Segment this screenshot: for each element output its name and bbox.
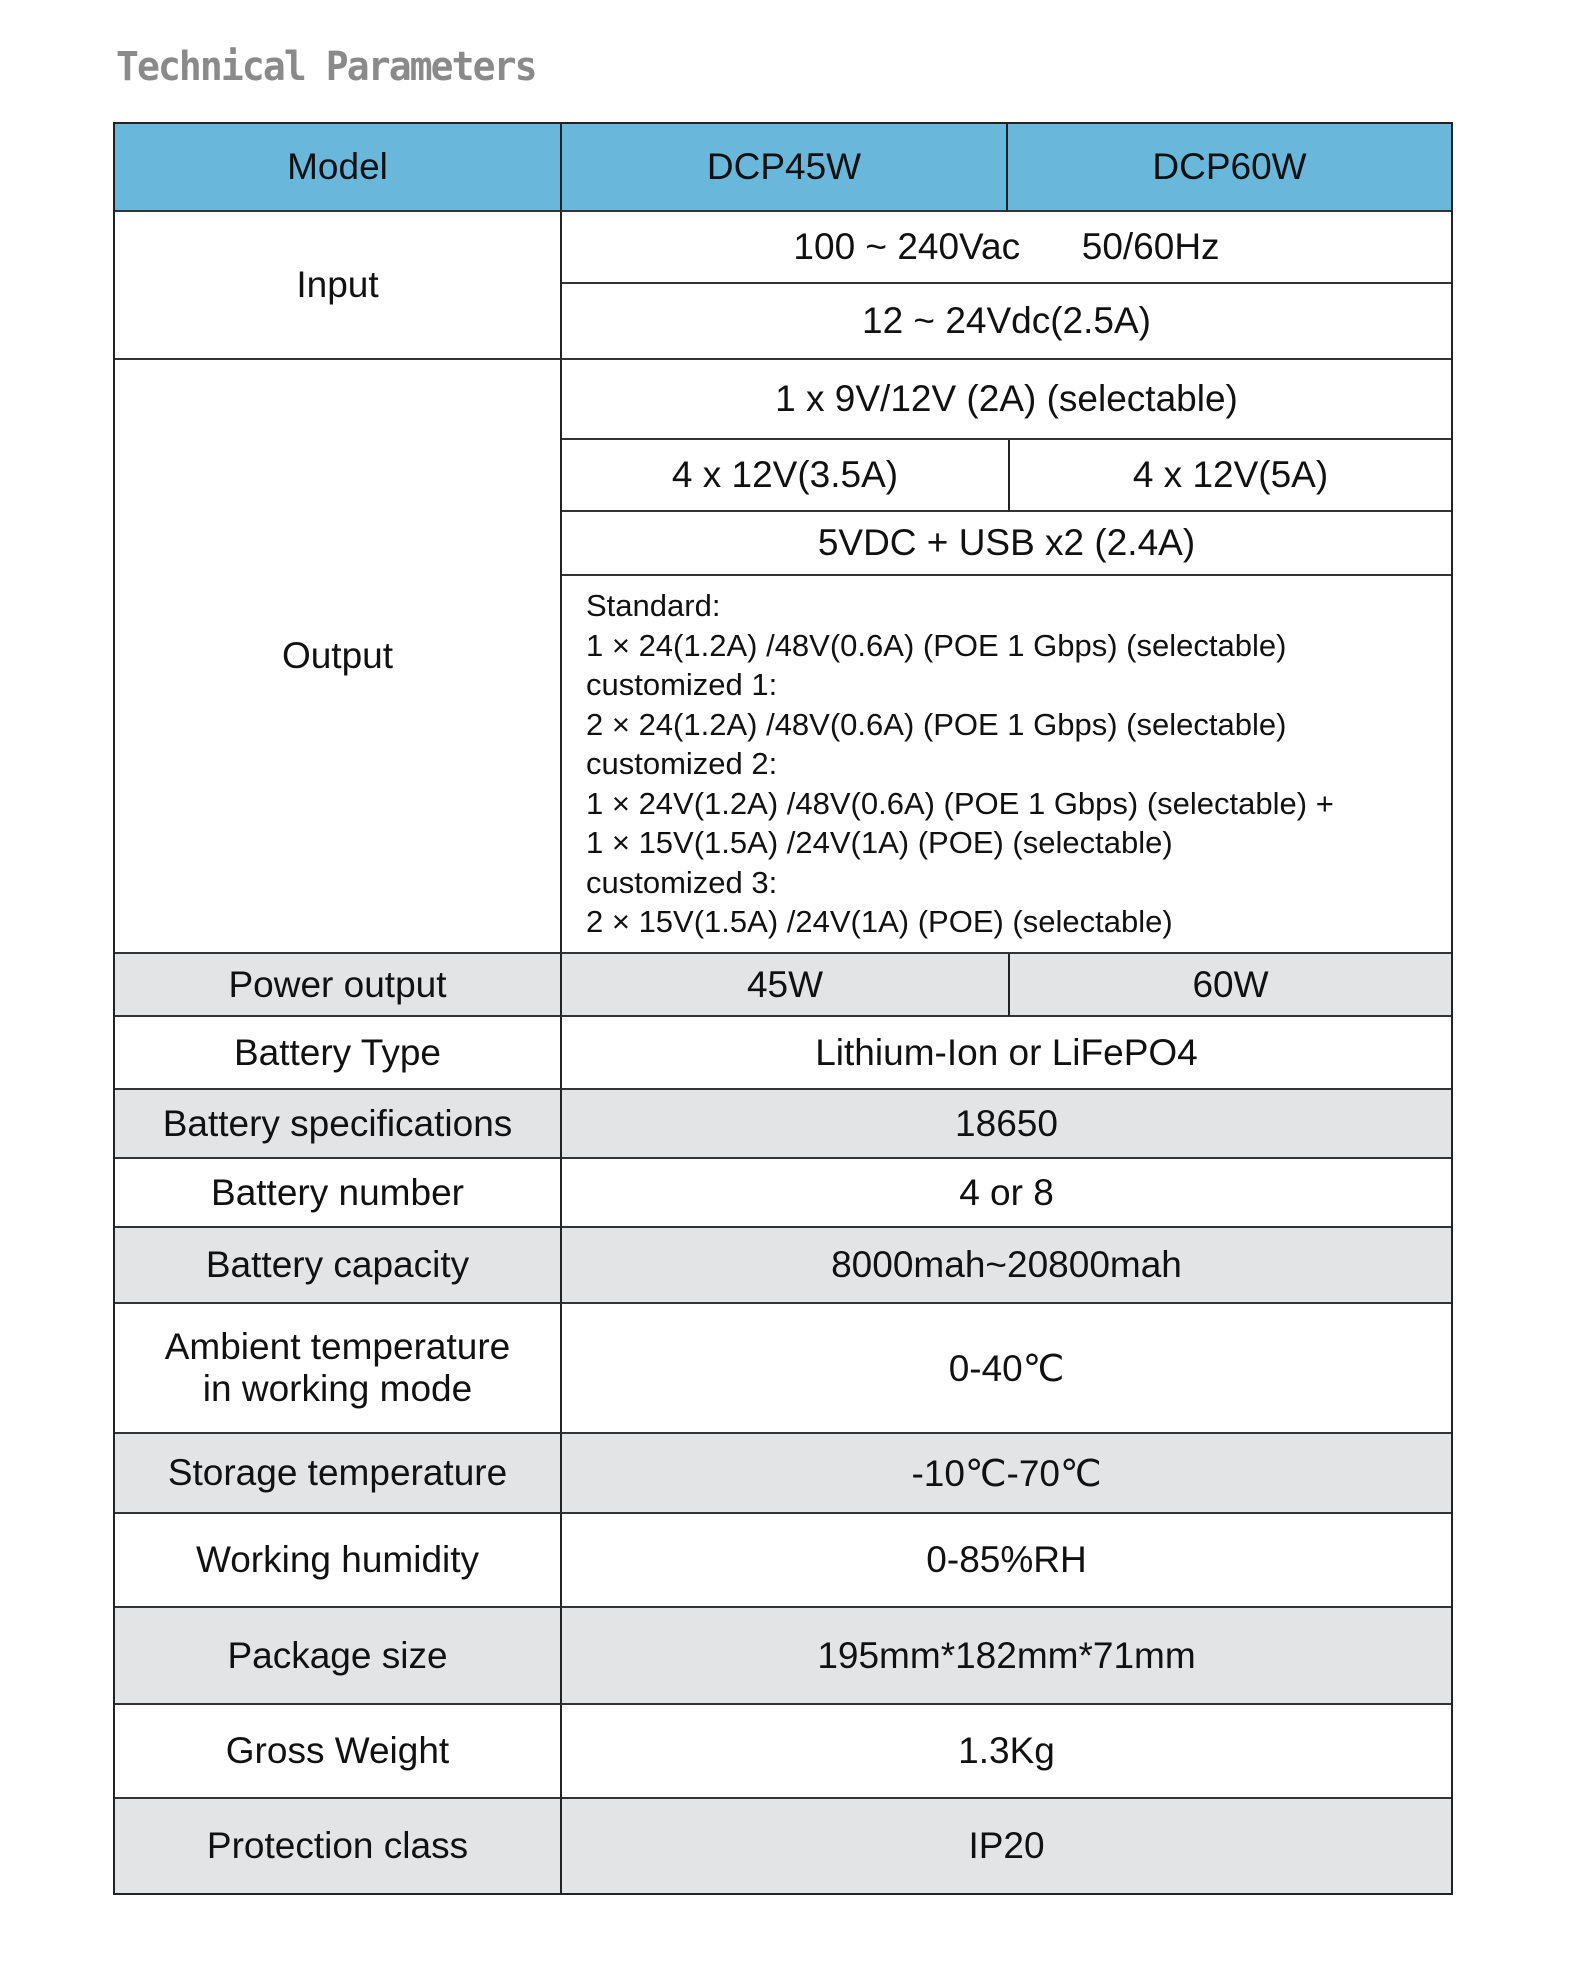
poe-line: customized 1:: [586, 667, 778, 702]
row-label-input: Input: [115, 212, 562, 360]
output-poe-options: [562, 576, 1451, 954]
row-label-battery-number: Battery number: [115, 1159, 562, 1228]
row-label-output: Output: [115, 360, 562, 954]
row-label-battery-specifications: Battery specifications: [115, 1090, 562, 1159]
poe-line: Standard:: [586, 588, 721, 623]
battery-type-value: Lithium-Ion or LiFePO4: [562, 1017, 1451, 1090]
poe-line: 2 × 15V(1.5A) /24V(1A) (POE) (selectable): [586, 904, 1173, 939]
poe-line: 1 × 15V(1.5A) /24V(1A) (POE) (selectable): [586, 825, 1173, 860]
poe-line: 1 × 24V(1.2A) /48V(0.6A) (POE 1 Gbps) (selectable) +: [586, 785, 1334, 821]
package-size-value: 195mm*182mm*71mm: [562, 1608, 1451, 1705]
header-model-label: Model: [115, 124, 562, 212]
page-title: Technical Parameters: [116, 44, 536, 90]
poe-line: 2 × 24(1.2A) /48V(0.6A) (POE 1 Gbps) (selectable): [586, 706, 1287, 742]
output-dc-60w: 4 x 12V(5A): [1010, 440, 1451, 512]
row-label-battery-capacity: Battery capacity: [115, 1228, 562, 1304]
poe-line: 1 × 24(1.2A) /48V(0.6A) (POE 1 Gbps) (selectable): [586, 627, 1287, 663]
battery-specifications-value: 18650: [562, 1090, 1451, 1159]
gross-weight-value: 1.3Kg: [562, 1705, 1451, 1799]
power-output-45w: 45W: [562, 954, 1010, 1017]
input-ac: 100 ~ 240Vac 50/60Hz: [562, 212, 1451, 284]
row-label-working-humidity: Working humidity: [115, 1514, 562, 1608]
row-label-ambient-temperature: [115, 1304, 562, 1434]
output-dc-selectable: 1 x 9V/12V (2A) (selectable): [562, 360, 1451, 440]
poe-line: customized 3:: [586, 864, 778, 900]
technical-parameters-table: [113, 122, 1453, 1895]
row-label-power-output: Power output: [115, 954, 562, 1017]
row-label-storage-temperature: Storage temperature: [115, 1434, 562, 1514]
battery-number-value: 4 or 8: [562, 1159, 1451, 1228]
row-label-battery-type: Battery Type: [115, 1017, 562, 1090]
output-usb: 5VDC + USB x2 (2.4A): [562, 512, 1451, 576]
storage-temperature-value: -10℃-70℃: [562, 1434, 1451, 1514]
header-model-dcp60w: DCP60W: [1008, 124, 1451, 212]
row-label-protection-class: Protection class: [115, 1799, 562, 1893]
ambient-label-line2: in working mode: [202, 1368, 473, 1409]
working-humidity-value: 0-85%RH: [562, 1514, 1451, 1608]
protection-class-value: IP20: [562, 1799, 1451, 1893]
battery-capacity-value: 8000mah~20800mah: [562, 1228, 1451, 1304]
row-label-gross-weight: Gross Weight: [115, 1705, 562, 1799]
ambient-label-line1: Ambient temperature: [164, 1326, 511, 1367]
input-dc: 12 ~ 24Vdc(2.5A): [562, 284, 1451, 360]
power-output-60w: 60W: [1010, 954, 1451, 1017]
output-dc-45w: 4 x 12V(3.5A): [562, 440, 1010, 512]
poe-line: customized 2:: [586, 746, 778, 781]
header-model-dcp45w: DCP45W: [562, 124, 1008, 212]
ambient-temperature-value: 0-40℃: [562, 1304, 1451, 1434]
row-label-package-size: Package size: [115, 1608, 562, 1705]
